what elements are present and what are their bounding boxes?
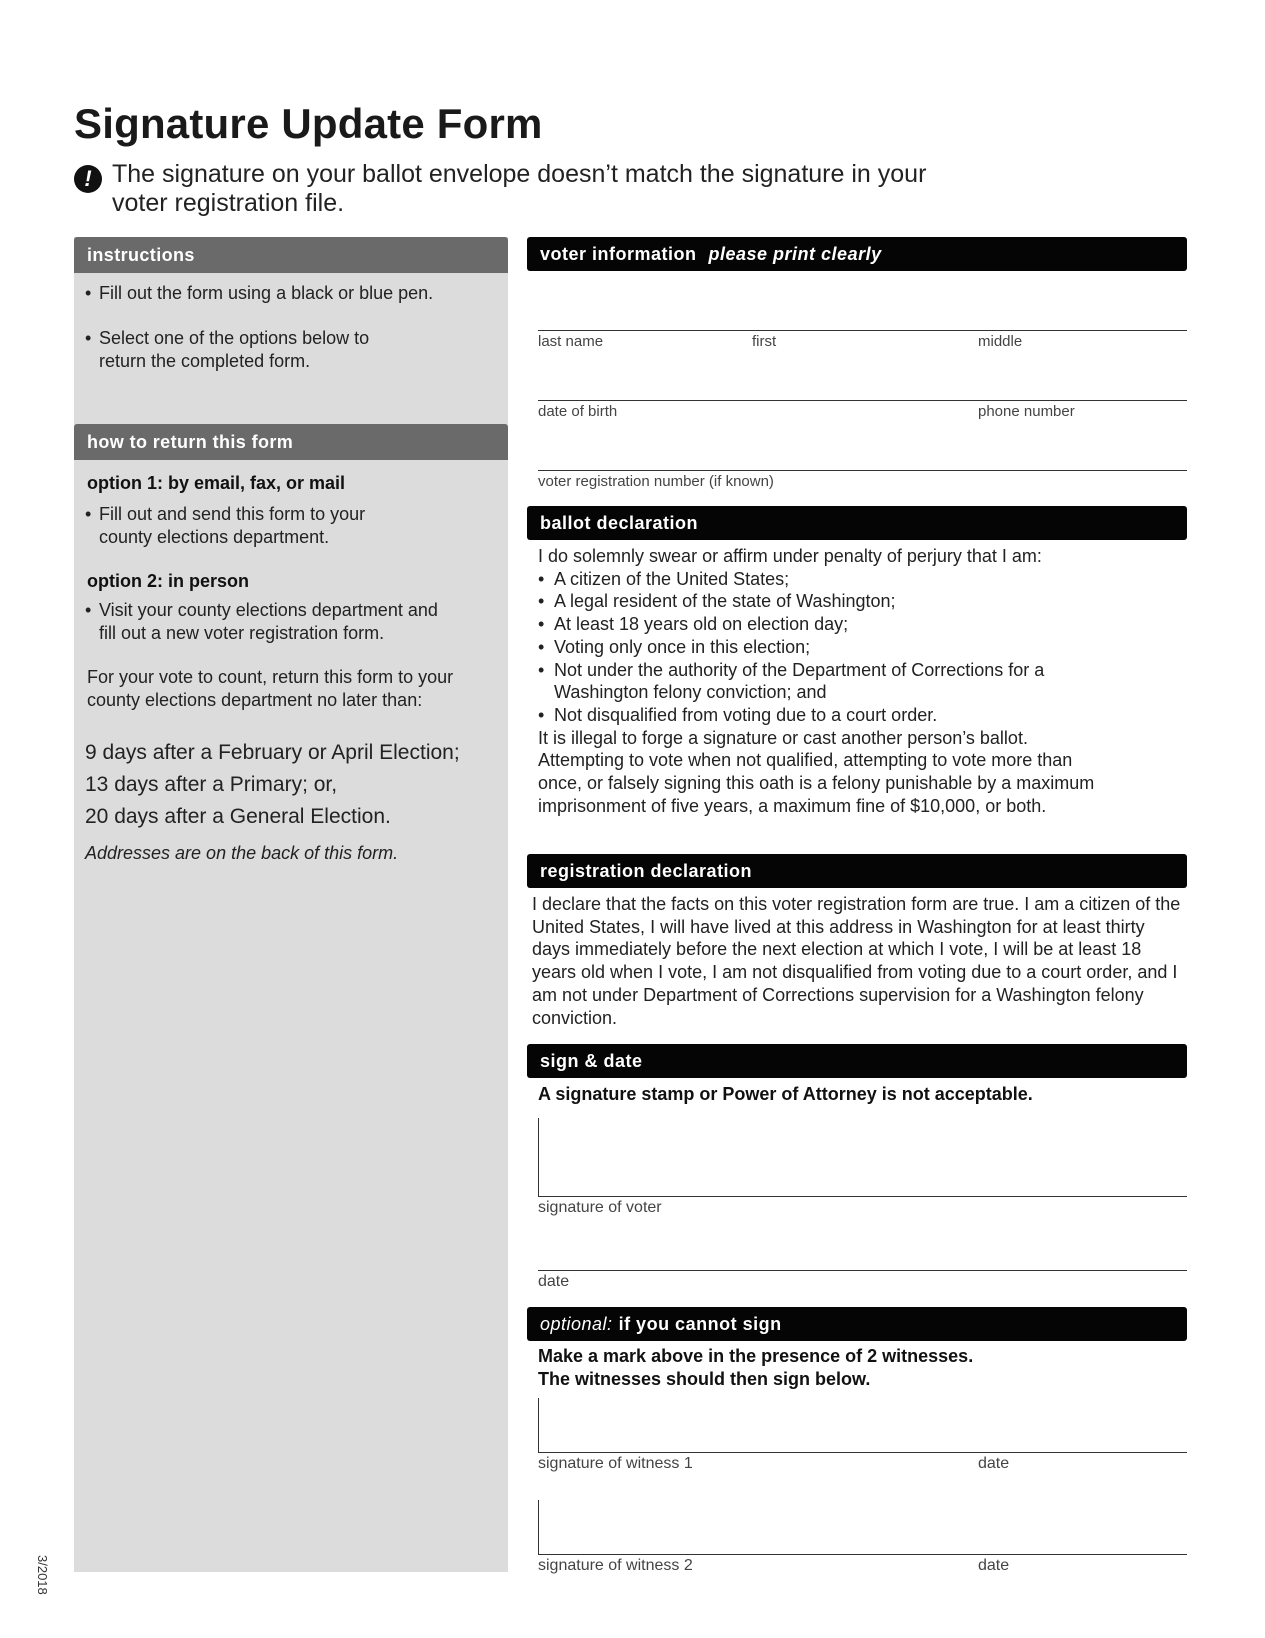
ballot-list (538, 568, 1078, 727)
ballot-declaration-body (538, 545, 1178, 817)
first-name-label: first (752, 333, 777, 350)
instruction-bullet: • Select one of the options below to return the completed form. (85, 328, 370, 371)
instructions-heading: instructions (74, 237, 508, 273)
optional-instruction-2: The witnesses should then sign below. (538, 1369, 871, 1389)
voter-signature-line[interactable] (538, 1196, 1187, 1197)
witness-1-label: signature of witness 1 (538, 1455, 693, 1472)
sign-date-heading: sign & date (527, 1044, 1187, 1078)
sign-date-line[interactable] (538, 1270, 1187, 1271)
instructions-panel (74, 237, 508, 1572)
registration-number-field-line[interactable] (538, 470, 1187, 471)
instruction-text: Select one of the options below to return the completed form. (99, 328, 370, 371)
ballot-declaration-heading: ballot declaration (527, 506, 1187, 540)
registration-number-label: voter registration number (if known) (538, 473, 774, 490)
option-2-text: Visit your county elections department and fill out a new voter registration form. (99, 600, 438, 643)
registration-declaration-text: I declare that the facts on this voter registration form are true. I am a citizen of the United States, I will have lived at this address in Washington for at least thirty days immediately before the next election at which I vote, I will be at least 18 years old when I vote, I am not disqualified from voting due to a court order, and I am not under Department of Corrections supervision for a Washington felony conviction. (532, 894, 1181, 1028)
exclamation-icon: ! (74, 165, 102, 193)
deadline-item: 9 days after a February or April Election; (85, 741, 460, 764)
voter-info-heading (527, 237, 1187, 271)
option-2-title: option 2: in person (87, 571, 249, 591)
optional-heading (527, 1307, 1187, 1341)
witness-2-box-left-edge (538, 1500, 539, 1555)
optional-instruction-1: Make a mark above in the presence of 2 witnesses. (538, 1346, 974, 1366)
instruction-bullet: • Fill out the form using a black or blue pen. (85, 283, 434, 303)
option-1-bullet: • Fill out and send this form to your county elections department. (85, 504, 366, 547)
signature-box-left-edge (538, 1118, 539, 1196)
voter-info-note: please print clearly (708, 244, 882, 264)
witness-2-date-label: date (978, 1557, 1010, 1574)
middle-name-label: middle (978, 333, 1023, 350)
return-heading: how to return this form (74, 424, 508, 460)
witness-2-signature-line[interactable] (538, 1554, 1187, 1555)
addresses-note: Addresses are on the back of this form. (85, 843, 399, 863)
deadline-item: 20 days after a General Election. (85, 805, 391, 828)
witness-1-box-left-edge (538, 1398, 539, 1453)
dob-phone-field-line[interactable] (538, 400, 1187, 401)
ballot-list-item: • Voting only once in this election; (538, 636, 1078, 659)
page-subtitle: The signature on your ballot envelope doesn’t match the signature in your voter registration file. (112, 160, 927, 217)
ballot-list-item: • A citizen of the United States; (538, 568, 1078, 591)
optional-prefix: optional: (540, 1314, 613, 1334)
page-title: Signature Update Form (74, 100, 543, 147)
signature-warning: A signature stamp or Power of Attorney is not acceptable. (538, 1084, 1033, 1104)
option-1-text: Fill out and send this form to your county elections department. (99, 504, 366, 547)
witness-1-signature-line[interactable] (538, 1452, 1187, 1453)
voter-signature-label: signature of voter (538, 1199, 662, 1216)
ballot-list-item: • Not disqualified from voting due to a court order. (538, 704, 1078, 727)
voter-info-title: voter information (540, 244, 697, 264)
instruction-text: Fill out the form using a black or blue pen. (99, 283, 434, 303)
ballot-warning: It is illegal to forge a signature or cast another person’s ballot. Attempting to vote when not qualified, attempting to vote more than once, or falsely signing this oath is a felony punishable by a maximum imprisonment of five years, a maximum fine of $10,000, or both. (538, 727, 1095, 816)
ballot-list-item: • At least 18 years old on election day; (538, 613, 1078, 636)
sign-date-label: date (538, 1273, 570, 1290)
ballot-list-item: • Not under the authority of the Department of Corrections for a Washington felony conviction; and (538, 659, 1078, 704)
last-name-label: last name (538, 333, 604, 350)
deadline-item: 13 days after a Primary; or, (85, 773, 338, 796)
dob-label: date of birth (538, 403, 618, 420)
phone-label: phone number (978, 403, 1075, 420)
witness-2-label: signature of witness 2 (538, 1557, 693, 1574)
ballot-intro: I do solemnly swear or affirm under penalty of perjury that I am: (538, 546, 1042, 566)
witness-1-date-label: date (978, 1455, 1010, 1472)
ballot-list-item: • A legal resident of the state of Washington; (538, 590, 1078, 613)
option-2-bullet: • Visit your county elections department and fill out a new voter registration form. (85, 600, 438, 643)
optional-title: if you cannot sign (618, 1314, 782, 1334)
registration-declaration-heading: registration declaration (527, 854, 1187, 888)
option-1-title: option 1: by email, fax, or mail (87, 473, 346, 493)
form-version: 3/2018 (35, 1555, 50, 1595)
name-field-line[interactable] (538, 330, 1187, 331)
deadline-intro: For your vote to count, return this form to your county elections department no later than: (87, 667, 454, 710)
